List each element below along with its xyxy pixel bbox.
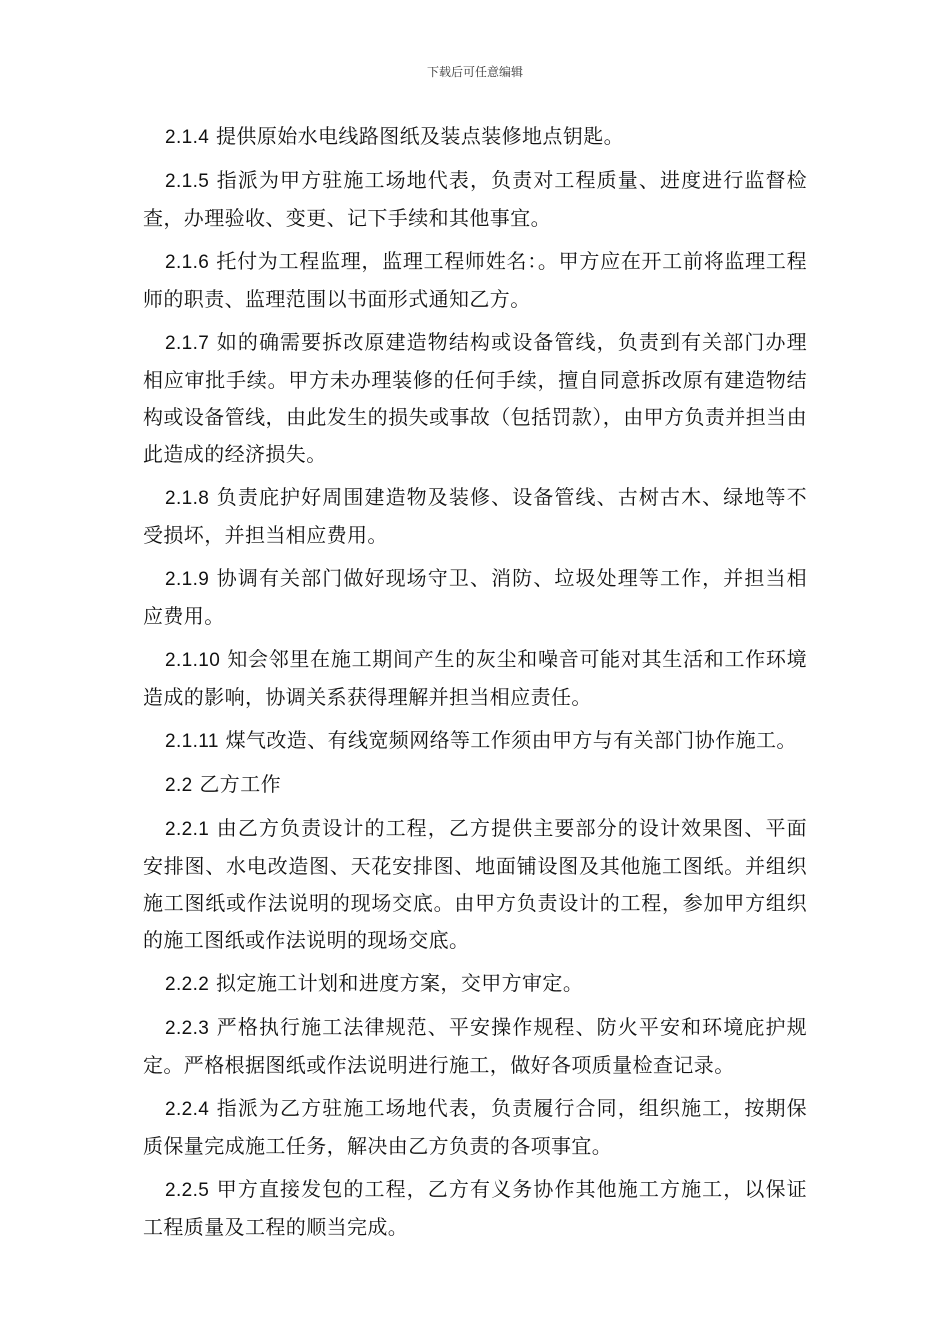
clause-text: 指派为甲方驻施工场地代表，负责对工程质量、进度进行监督检查，办理验收、变更、记下手续和其他事宜。: [143, 168, 807, 230]
clause-number: 2.2.4: [165, 1099, 210, 1120]
clause-number: 2.1.11: [165, 731, 219, 752]
clause-2-2-1: [143, 810, 807, 959]
clause-number: 2.1.4: [165, 127, 210, 148]
clause-2-2-5: [143, 1171, 807, 1246]
clause-text: 如的确需要拆改原建造物结构或设备管线，负责到有关部门办理相应审批手续。甲方未办理装修的任何手续，擅自同意拆改原有建造物结构或设备管线，由此发生的损失或事故（包括罚款），由甲方负责并担当由此造成的经济损失。: [143, 330, 807, 466]
clause-text: 由乙方负责设计的工程，乙方提供主要部分的设计效果图、平面安排图、水电改造图、天花安排图、地面铺设图及其他施工图纸。并组织施工图纸或作法说明的现场交底。由甲方负责设计的工程，参加甲方组织的施工图纸或作法说明的现场交底。: [143, 816, 807, 952]
section-title: 乙方工作: [199, 772, 281, 796]
clause-2-1-11: [143, 722, 807, 760]
clause-number: 2.2.5: [165, 1180, 210, 1201]
clause-2-2-3: [143, 1009, 807, 1084]
clause-number: 2.1.8: [165, 488, 210, 509]
clause-text: 提供原始水电线路图纸及装点装修地点钥匙。: [216, 124, 625, 148]
clause-text: 指派为乙方驻施工场地代表，负责履行合同，组织施工，按期保质保量完成施工任务，解决由乙方负责的各项事宜。: [143, 1096, 807, 1158]
clause-2-1-4: [143, 118, 807, 156]
clause-text: 知会邻里在施工期间产生的灰尘和噪音可能对其生活和工作环境造成的影响，协调关系获得理解并担当相应责任。: [143, 647, 807, 709]
clause-2-2-2: [143, 965, 807, 1003]
clause-2-1-10: [143, 641, 807, 716]
clause-text: 甲方直接发包的工程，乙方有义务协作其他施工方施工，以保证工程质量及工程的顺当完成。: [143, 1177, 807, 1239]
clause-2-1-5: [143, 162, 807, 237]
document-body: [143, 118, 807, 1252]
clause-text: 负责庇护好周围建造物及装修、设备管线、古树古木、绿地等不受损坏，并担当相应费用。: [143, 485, 807, 547]
clause-text: 托付为工程监理，监理工程师姓名：。甲方应在开工前将监理工程师的职责、监理范围以书面形式通知乙方。: [143, 249, 807, 311]
clause-number: 2.1.6: [165, 252, 210, 273]
section-heading-2-2: [143, 766, 807, 804]
clause-text: 协调有关部门做好现场守卫、消防、垃圾处理等工作，并担当相应费用。: [143, 566, 807, 628]
clause-2-1-9: [143, 560, 807, 635]
clause-text: 严格执行施工法律规范、平安操作规程、防火平安和环境庇护规定。严格根据图纸或作法说明进行施工，做好各项质量检查记录。: [143, 1015, 807, 1077]
clause-2-2-4: [143, 1090, 807, 1165]
clause-number: 2.1.10: [165, 650, 221, 671]
clause-text: 拟定施工计划和进度方案，交甲方审定。: [216, 971, 584, 995]
clause-number: 2.1.9: [165, 569, 210, 590]
clause-number: 2.1.5: [165, 171, 210, 192]
clause-text: 煤气改造、有线宽频网络等工作须由甲方与有关部门协作施工。: [225, 728, 797, 752]
clause-2-1-7: [143, 324, 807, 473]
clause-number: 2.2.1: [165, 819, 210, 840]
clause-number: 2.2.3: [165, 1018, 210, 1039]
clause-number: 2.1.7: [165, 333, 210, 354]
section-number: 2.2: [165, 775, 193, 796]
clause-2-1-6: [143, 243, 807, 318]
clause-number: 2.2.2: [165, 974, 210, 995]
clause-2-1-8: [143, 479, 807, 554]
page-header-note: 下载后可任意编辑: [426, 65, 523, 79]
